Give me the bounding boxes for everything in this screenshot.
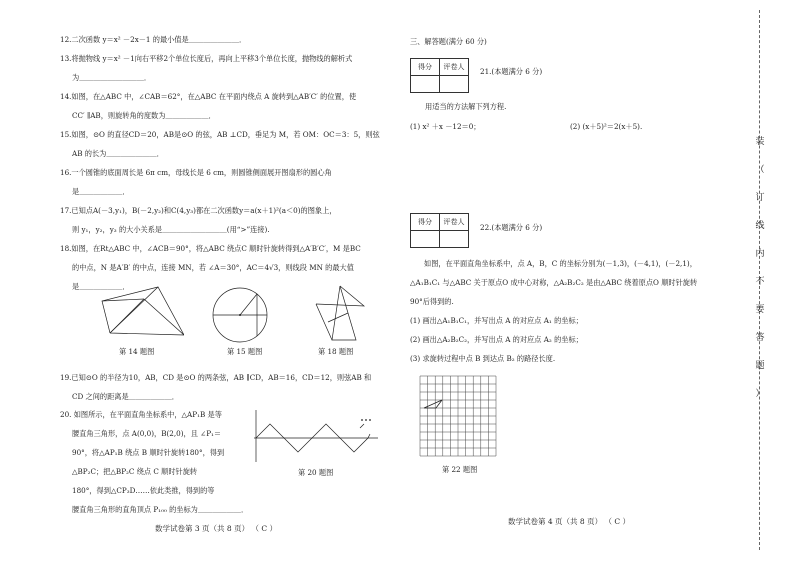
- score-cell: [411, 76, 440, 93]
- question-13-line1: 13.将抛物线 y＝x² －1向右平移2个单位长度后，再向上平移3个单位长度，抛物线的解析式: [60, 54, 353, 63]
- question-12: [60, 30, 378, 296]
- question-17-line2: 则 y₁，y₂，y₃ 的大小关系是＿＿＿＿＿＿＿＿＿(用“>”连接).: [72, 225, 270, 234]
- figure-20-diagram: [244, 408, 380, 464]
- question-22-line3: 90°后得到的.: [410, 297, 454, 306]
- figure-22-caption: 第 22 题图: [442, 465, 478, 474]
- score-box-21: [410, 58, 469, 93]
- question-15-line2: AB 的长为＿＿＿＿＿＿＿．: [72, 149, 164, 158]
- question-18-line3: 是＿＿＿＿＿＿．: [72, 282, 130, 291]
- figure-18-diagram: [310, 284, 370, 346]
- question-21-part1: (1) x² ＋x －12＝0；: [410, 122, 481, 131]
- figure-18-caption: 第 18 题图: [318, 347, 354, 356]
- section-3-heading: 三、解答题(满分 60 分): [410, 37, 487, 46]
- question-19: [60, 368, 378, 406]
- question-20-line4: △BP₂C；把△BP₂C 绕点 C 顺时针旋转: [72, 467, 198, 476]
- question-17-line1: 17.已知点A(－3,y₁)，B(－2,y₂)和C(4,y₃)都在二次函数y＝a(x＋1)²(a＜0)的图象上，: [60, 206, 337, 215]
- grader-label: 评卷人: [440, 59, 469, 76]
- grader-cell: [440, 231, 469, 248]
- binding-marker-close: ）: [755, 389, 765, 399]
- question-13-line2: 为＿＿＿＿＿＿＿＿＿．: [72, 73, 152, 82]
- question-16-line2: 是＿＿＿＿＿＿．: [72, 187, 130, 196]
- question-22-part3: (3) 求旋转过程中点 B 到达点 B₂ 的路径长度.: [410, 354, 556, 363]
- grader-label: 评卷人: [440, 214, 469, 231]
- grader-cell: [440, 76, 469, 93]
- binding-char: 内: [755, 249, 765, 259]
- question-21-part2: (2) (x＋5)²＝2(x＋5).: [570, 122, 643, 131]
- figure-15-diagram: [205, 284, 275, 346]
- question-14-line2: CC′ ∥AB，则旋转角的度数为＿＿＿＿＿＿．: [72, 111, 216, 120]
- score-box-22: [410, 213, 469, 248]
- score-cell: [411, 231, 440, 248]
- question-18-line2: 的中点，N 是A′B′ 的中点，连接 MN，若 ∠A＝30°，AC＝4√3，则线段 MN 的最大值: [72, 263, 354, 272]
- binding-char: 答: [755, 333, 765, 343]
- question-20-line3: 90°，将△AP₁B 绕点 B 顺时针旋转180°，得到: [72, 448, 225, 457]
- question-20-line5: 180°，得到△CP₃D……依此类推，得到的等: [72, 486, 215, 495]
- figure-14-diagram: [92, 283, 184, 345]
- binding-marker-open: （: [755, 165, 765, 175]
- question-15-line1: 15.如图，⊙O 的直径CD＝20，AB是⊙O 的弦，AB ⊥CD，垂足为 M，若 OM：OC＝3：5，则弦: [60, 130, 380, 139]
- question-22-part2: (2) 画出△A₂B₂C₂，并写出点 A 的对应点 A₂ 的坐标；: [410, 335, 583, 344]
- binding-text: [752, 128, 768, 408]
- question-18-line1: 18.如图，在Rt△ABC 中，∠ACB＝90°，将△ABC 绕点C 顺时针旋转得到△A′B′C′，M 是BC: [60, 244, 361, 253]
- question-22-part1: (1) 画出△A₁B₁C₁，并写出点 A 的对应点 A₁ 的坐标；: [410, 316, 583, 325]
- binding-char: 要: [755, 305, 765, 315]
- question-20-line1: 20. 如图所示，在平面直角坐标系中，△AP₁B 是等: [60, 410, 222, 419]
- right-page-footer: 数学试卷第 4 页（共 8 页） （ C ）: [508, 517, 630, 526]
- figure-14-caption: 第 14 题图: [119, 347, 155, 356]
- figure-15-caption: 第 15 题图: [227, 347, 263, 356]
- figure-22-grid: [416, 372, 498, 460]
- question-20-line6: 腰直角三角形的直角顶点 P₁₀₀ 的坐标为＿＿＿＿＿＿．: [72, 505, 249, 514]
- question-22-line1: 如图，在平面直角坐标系中，点 A，B，C 的坐标分别为(－1,3)，(－4,1)，(－2,1)，: [424, 259, 697, 268]
- question-16-line1: 16.一个圆锥的底面周长是 6π cm，母线长是 6 cm，则圆锥侧面展开图扇形的圆心角: [60, 168, 332, 177]
- binding-char: 不: [755, 277, 765, 287]
- question-12-text: 12.二次函数 y＝x² －2x－1 的最小值是＿＿＿＿＿＿＿．: [60, 35, 247, 44]
- binding-char: 题: [755, 361, 765, 371]
- question-19-line2: CD 之间的距离是＿＿＿＿＿＿．: [72, 392, 179, 401]
- question-22-body: [410, 254, 697, 368]
- question-22-line2: △A₁B₁C₁ 与△ABC 关于原点O 成中心对称，△A₂B₂C₂ 是由△ABC 绕着原点O 顺时针旋转: [410, 278, 698, 287]
- figure-20-caption: 第 20 题图: [298, 468, 334, 477]
- question-21-intro: 用适当的方法解下列方程.: [425, 102, 507, 111]
- score-label: 得分: [411, 214, 440, 231]
- question-19-line1: 19.已知⊙O 的半径为10，AB，CD 是⊙O 的两条弦，AB ∥CD，AB＝16，CD＝12，则弦AB 和: [60, 373, 372, 382]
- question-14-line1: 14.如图，在△ABC 中，∠CAB＝62°，在△ABC 在平面内绕点 A 旋转到△AB′C′ 的位置，使: [60, 92, 357, 101]
- left-page-footer: 数学试卷第 3 页（共 8 页） （ C ）: [155, 524, 277, 533]
- binding-char: 装: [755, 137, 765, 147]
- question-20: [60, 405, 249, 519]
- binding-char: 线: [755, 221, 765, 231]
- question-20-line2: 腰直角三角形，点 A(0,0)，B(2,0)，且 ∠P₁＝: [72, 429, 222, 438]
- question-22-heading: 22.(本题满分 6 分): [480, 223, 543, 232]
- binding-char: 订: [755, 193, 765, 203]
- score-label: 得分: [411, 59, 440, 76]
- question-21-heading: 21.(本题满分 6 分): [480, 67, 543, 76]
